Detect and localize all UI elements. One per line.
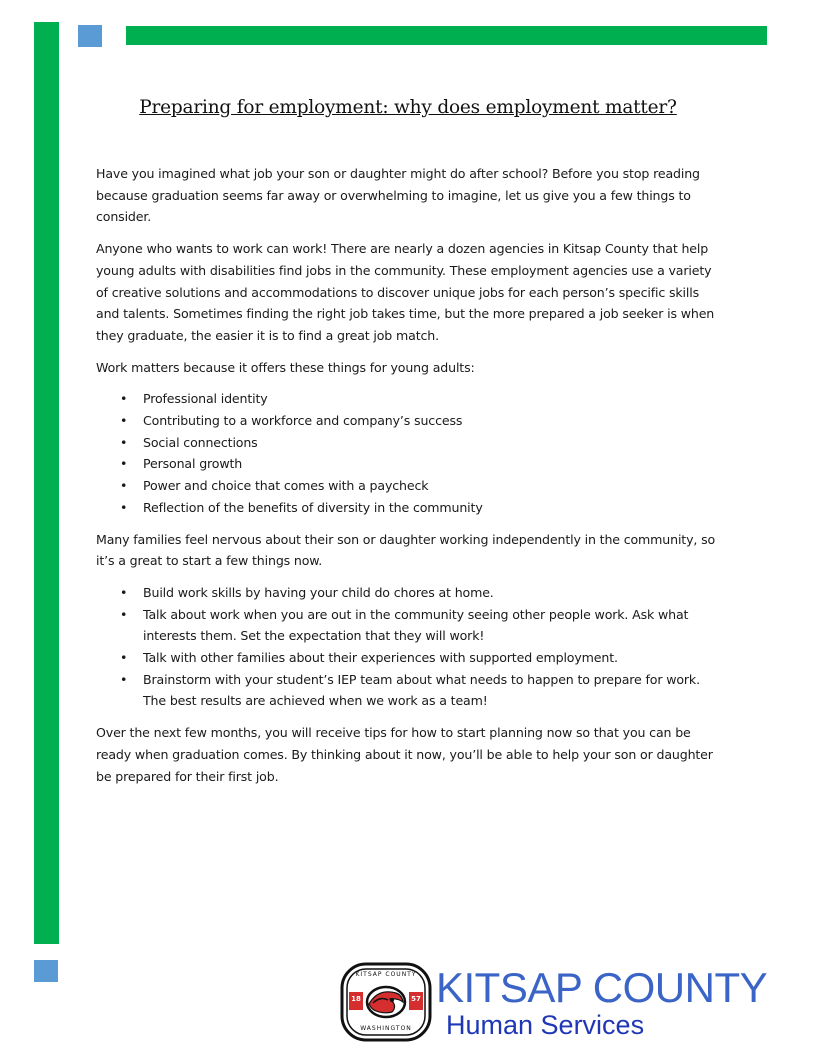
seal-year-left: 18: [351, 995, 361, 1003]
bullet-icon: •: [120, 650, 128, 666]
logo-name: KITSAP COUNTY: [436, 964, 768, 1011]
logo-subtitle: Human Services: [446, 1010, 645, 1040]
benefits-lead-paragraph: Work matters because it offers these things for young adults:: [96, 359, 475, 375]
list-item: • Build work skills by having your child do chores at home.: [96, 582, 721, 604]
list-item: • Talk with other families about their experiences with supported employment.: [96, 647, 721, 669]
bullet-icon: •: [120, 584, 128, 600]
list-item: • Personal growth: [96, 453, 721, 475]
document-body: [96, 163, 721, 797]
bullet-icon: •: [120, 671, 128, 687]
bullet-icon: •: [120, 606, 128, 622]
intro-paragraph: Have you imagined what job your son or daughter might do after school? Before you stop reading because graduation seems far away or overwhelming to imagine, let us give you a few things to consider.: [96, 166, 700, 225]
agencies-paragraph: Anyone who wants to work can work! There are nearly a dozen agencies in Kitsap County that help young adults with disabilities find jobs in the community. These employment agencies use a variety of creative solutions and accommodations to discover unique jobs for each person’s specific skills and talents. Sometimes finding the right job takes time, but the more prepared a job seeker is when they graduate, the easier it is to find a great job match.: [96, 241, 715, 343]
list-item: • Brainstorm with your student’s IEP team about what needs to happen to prepare for work. The best results are achieved when we work as a team!: [96, 669, 721, 712]
seal-top-text: KITSAP COUNTY: [355, 971, 417, 978]
list-item: • Talk about work when you are out in the community seeing other people work. Ask what interests them. Set the expectation that they will work!: [96, 604, 721, 647]
benefits-list: [96, 388, 721, 518]
top-blue-square: [78, 25, 102, 47]
list-item: • Contributing to a workforce and company’s success: [96, 410, 721, 432]
closing-paragraph: Over the next few months, you will receive tips for how to start planning now so that you can be ready when graduation comes. By thinking about it now, you’ll be able to help your son or daughter be prepared for their first job.: [96, 725, 713, 784]
bullet-icon: •: [120, 478, 128, 494]
top-accent-bar: [126, 26, 767, 45]
seal-year-right: 57: [411, 995, 421, 1003]
kitsap-county-logo: [337, 962, 797, 1042]
bottom-blue-square: [34, 960, 58, 982]
bullet-icon: •: [120, 391, 128, 407]
bullet-icon: •: [120, 413, 128, 429]
seal-bottom-text: WASHINGTON: [360, 1025, 412, 1032]
left-accent-bar: [34, 22, 59, 944]
list-item: • Social connections: [96, 432, 721, 454]
bullet-icon: •: [120, 456, 128, 472]
list-item: • Professional identity: [96, 388, 721, 410]
list-item: • Reflection of the benefits of diversity in the community: [96, 497, 721, 519]
county-seal-icon: [340, 962, 432, 1042]
bullet-icon: •: [120, 499, 128, 515]
families-paragraph: Many families feel nervous about their son or daughter working independently in the community, so it’s a great to start a few things now.: [96, 531, 716, 569]
tips-list: [96, 582, 721, 712]
page-title: Preparing for employment: why does employment matter?: [139, 97, 677, 118]
bullet-icon: •: [120, 434, 128, 450]
list-item: • Power and choice that comes with a paycheck: [96, 475, 721, 497]
